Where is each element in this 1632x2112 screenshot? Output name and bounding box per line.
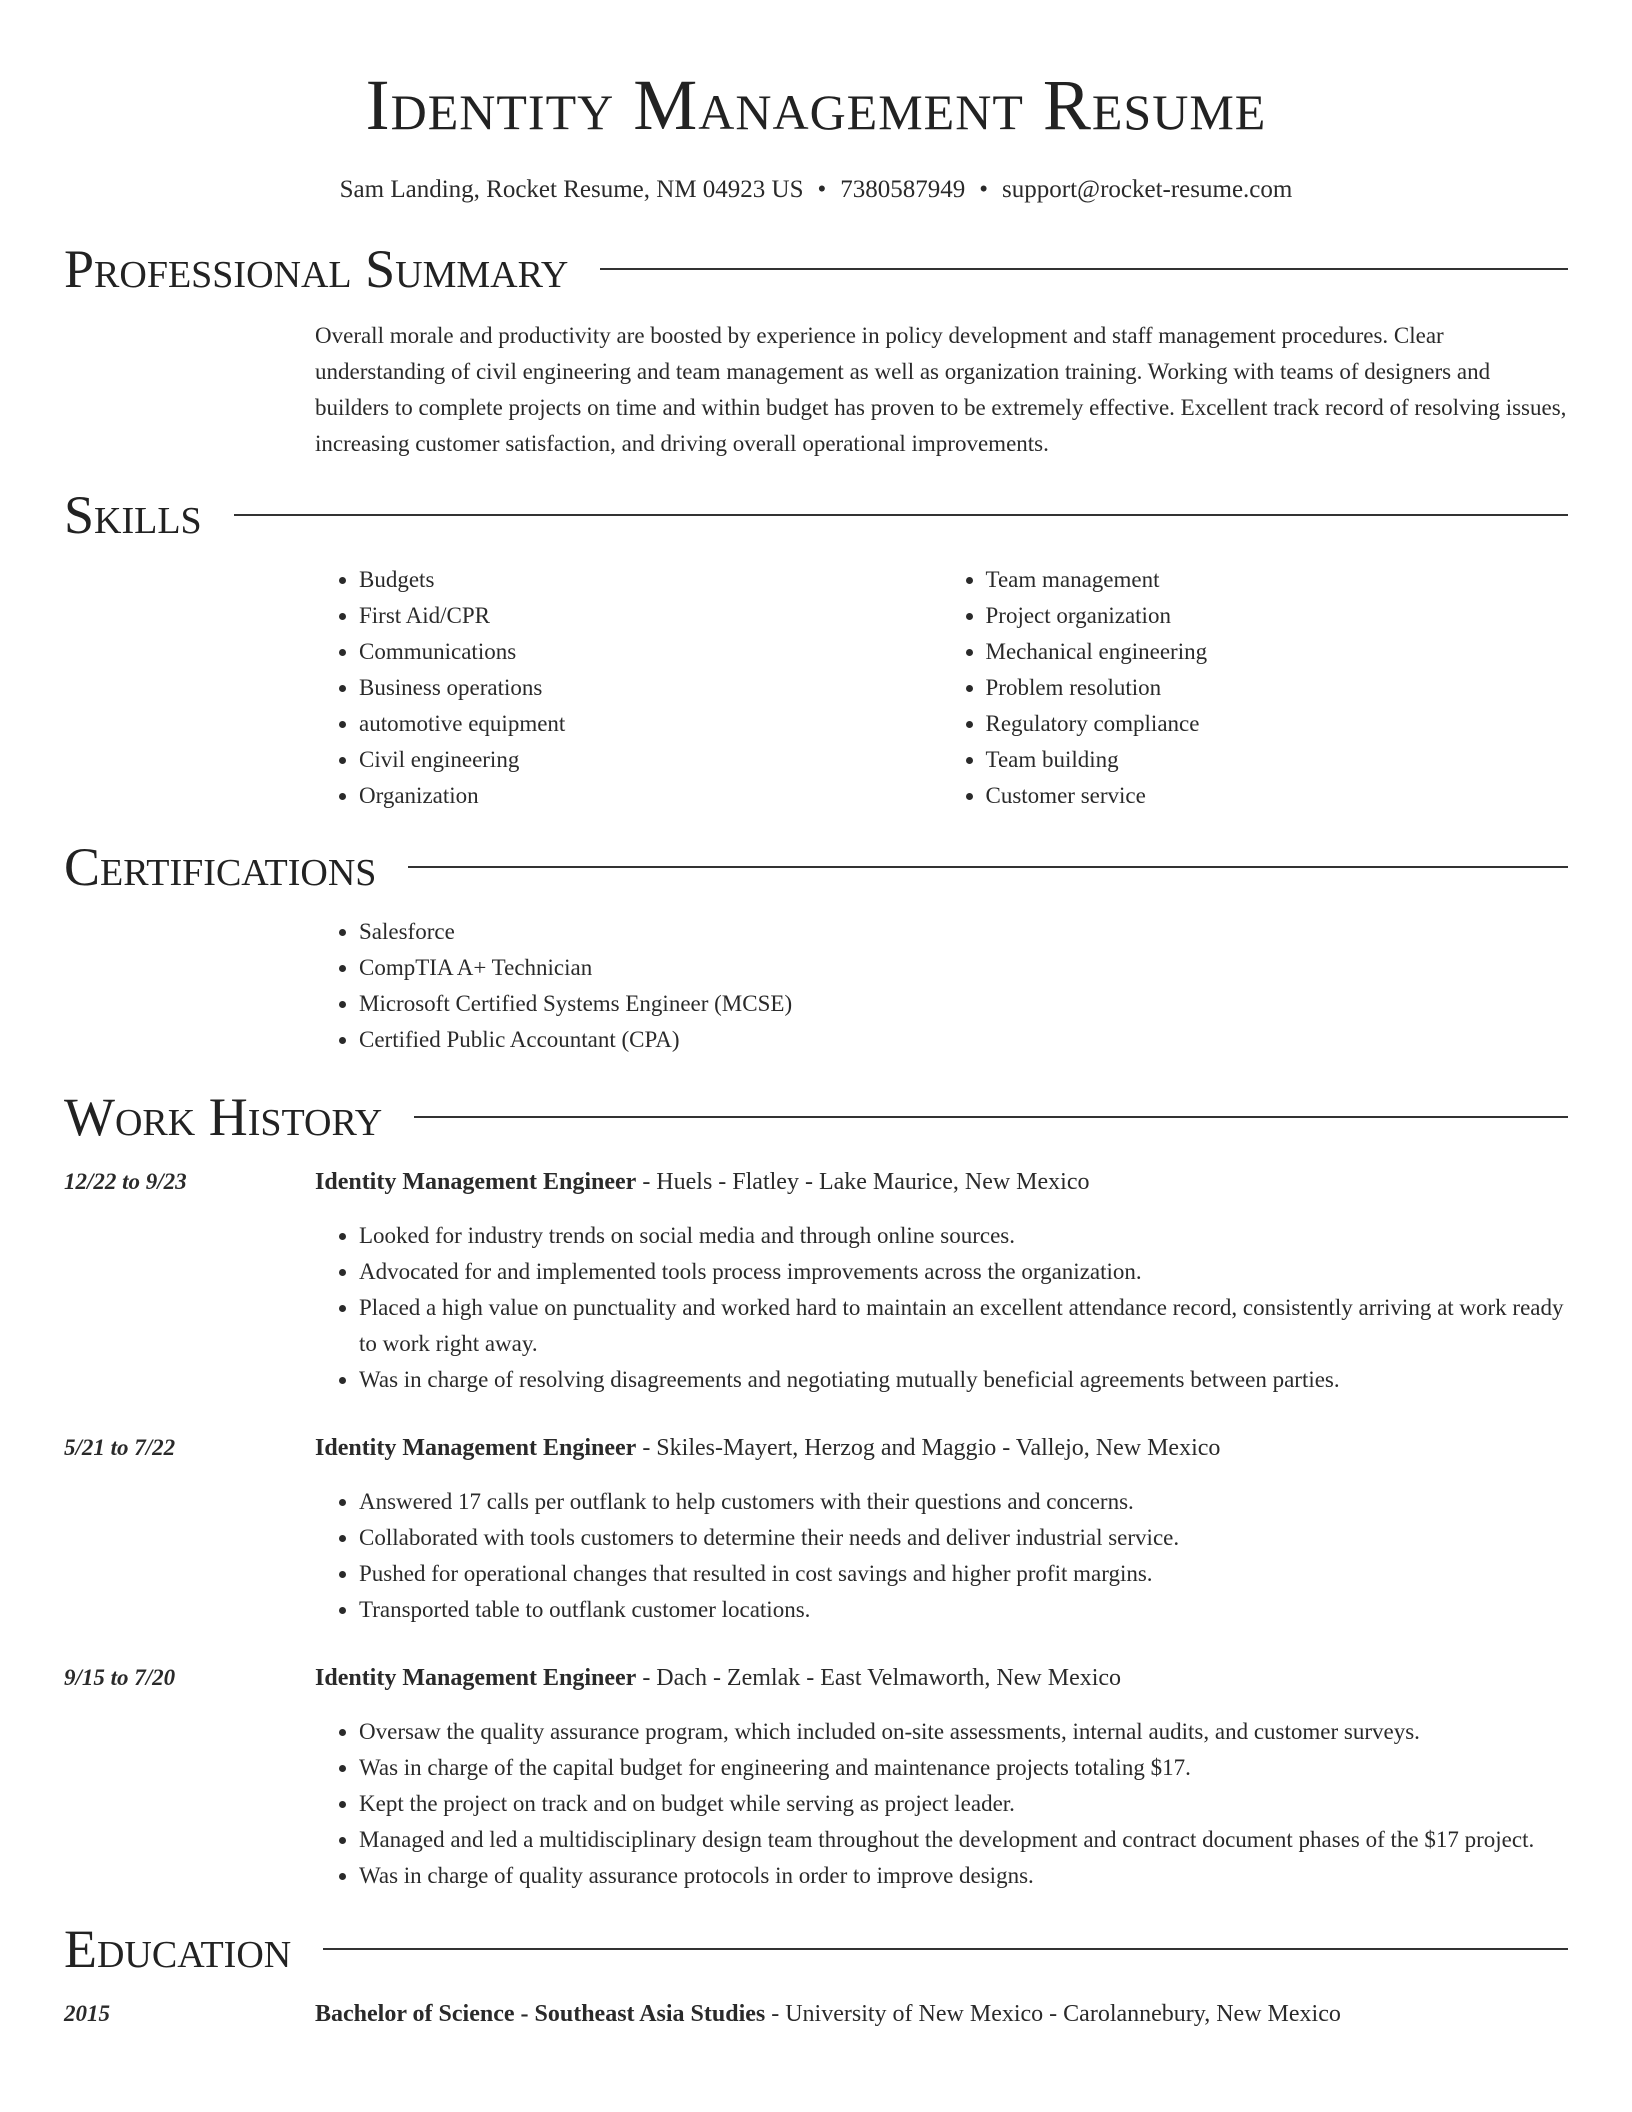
job-entry — [64, 1660, 1568, 1894]
job-dates: 5/21 to 7/22 — [64, 1435, 176, 1460]
education-degree: Bachelor of Science - Southeast Asia Studies — [315, 2001, 766, 2027]
list-item: • Answered 17 calls per outflank to help customers with their questions and concerns. — [359, 1484, 1568, 1520]
job-entry — [64, 1430, 1568, 1628]
section-title: Education — [64, 1919, 292, 1979]
job-heading — [315, 1164, 1568, 1200]
education-heading — [315, 1996, 1568, 2032]
list-item: • Communications — [359, 634, 942, 670]
section-rule — [414, 1116, 1568, 1118]
list-item: • Business operations — [359, 670, 942, 706]
job-title: Identity Management Engineer — [315, 1169, 637, 1195]
job-dates: 9/15 to 7/20 — [64, 1665, 176, 1690]
list-item: • CompTIA A+ Technician — [359, 950, 1568, 986]
section-header-certifications — [64, 834, 1568, 900]
list-item: • Managed and led a multidisciplinary design team throughout the development and contract document phases of the $17 project. — [359, 1822, 1568, 1858]
education-school: - University of New Mexico - Carolannebury, New Mexico — [765, 2001, 1341, 2027]
job-heading — [315, 1660, 1568, 1696]
contact-phone: 7380587949 — [840, 176, 966, 203]
job-heading — [315, 1430, 1568, 1466]
section-rule — [600, 268, 1568, 270]
resume-page — [64, 0, 1568, 2032]
list-item: • Advocated for and implemented tools process improvements across the organization. — [359, 1254, 1568, 1290]
contact-separator: • — [817, 176, 827, 203]
list-item: • Looked for industry trends on social media and through online sources. — [359, 1218, 1568, 1254]
list-item: • Project organization — [986, 598, 1569, 634]
contact-address: Sam Landing, Rocket Resume, NM 04923 US — [339, 176, 804, 203]
list-item: • Was in charge of resolving disagreements and negotiating mutually beneficial agreements between parties. — [359, 1362, 1568, 1398]
list-item: • Was in charge of the capital budget for engineering and maintenance projects totaling $17. — [359, 1750, 1568, 1786]
skills-list — [315, 562, 1568, 814]
section-header-skills — [64, 482, 1568, 548]
list-item: • Kept the project on track and on budget while serving as project leader. — [359, 1786, 1568, 1822]
list-item: • Certified Public Accountant (CPA) — [359, 1022, 1568, 1058]
section-rule — [234, 514, 1568, 516]
job-bullets — [315, 1218, 1568, 1398]
job-bullets — [315, 1714, 1568, 1894]
list-item: • Microsoft Certified Systems Engineer (MCSE) — [359, 986, 1568, 1022]
section-title: Skills — [64, 485, 202, 545]
section-rule — [323, 1948, 1568, 1950]
list-item: • Organization — [359, 778, 942, 814]
education-year: 2015 — [64, 2001, 110, 2026]
job-company: - Dach - Zemlak - East Velmaworth, New Mexico — [636, 1665, 1122, 1691]
list-item: • Problem resolution — [986, 670, 1569, 706]
section-rule — [408, 866, 1568, 868]
list-item: • Team building — [986, 742, 1569, 778]
section-title: Work History — [64, 1087, 383, 1147]
job-title: Identity Management Engineer — [315, 1435, 637, 1461]
skills-column-left — [315, 562, 942, 814]
section-header-summary — [64, 236, 1568, 302]
job-entry — [64, 1164, 1568, 1398]
list-item: • Collaborated with tools customers to determine their needs and deliver industrial service. — [359, 1520, 1568, 1556]
section-title: Certifications — [64, 837, 377, 897]
section-header-education — [64, 1916, 1568, 1982]
list-item: • Mechanical engineering — [986, 634, 1569, 670]
section-title: Professional Summary — [64, 239, 569, 299]
job-company: - Skiles-Mayert, Herzog and Maggio - Vallejo, New Mexico — [636, 1435, 1221, 1461]
summary-text: Overall morale and productivity are boosted by experience in policy development and staff management procedures. Clear understanding of civil engineering and team management as well as organization training. Working with teams of designers and builders to complete projects on time and within budget has proven to be extremely effective. Excellent track record of resolving issues, increasing customer satisfaction, and driving overall operational improvements. — [315, 323, 1567, 456]
list-item: • First Aid/CPR — [359, 598, 942, 634]
job-bullets — [315, 1484, 1568, 1628]
job-title: Identity Management Engineer — [315, 1665, 637, 1691]
list-item: • Budgets — [359, 562, 942, 598]
list-item: • automotive equipment — [359, 706, 942, 742]
list-item: • Transported table to outflank customer locations. — [359, 1592, 1568, 1628]
page-title: Identity Management Resume — [365, 65, 1267, 145]
section-header-work-history — [64, 1084, 1568, 1150]
list-item: • Pushed for operational changes that resulted in cost savings and higher profit margins. — [359, 1556, 1568, 1592]
education-entry — [64, 1996, 1568, 2032]
contact-line — [64, 172, 1568, 208]
list-item: • Customer service — [986, 778, 1569, 814]
job-dates: 12/22 to 9/23 — [64, 1169, 187, 1194]
job-company: - Huels - Flatley - Lake Maurice, New Mexico — [636, 1169, 1090, 1195]
list-item: • Was in charge of quality assurance protocols in order to improve designs. — [359, 1858, 1568, 1894]
list-item: • Salesforce — [359, 914, 1568, 950]
skills-column-right — [942, 562, 1569, 814]
list-item: • Civil engineering — [359, 742, 942, 778]
contact-email: support@rocket-resume.com — [1002, 176, 1293, 203]
list-item: • Placed a high value on punctuality and worked hard to maintain an excellent attendance record, consistently arriving at work ready to work right away. — [359, 1290, 1568, 1362]
list-item: • Regulatory compliance — [986, 706, 1569, 742]
contact-separator: • — [979, 176, 989, 203]
certifications-list — [315, 914, 1568, 1058]
list-item: • Oversaw the quality assurance program, which included on-site assessments, internal audits, and customer surveys. — [359, 1714, 1568, 1750]
list-item: • Team management — [986, 562, 1569, 598]
